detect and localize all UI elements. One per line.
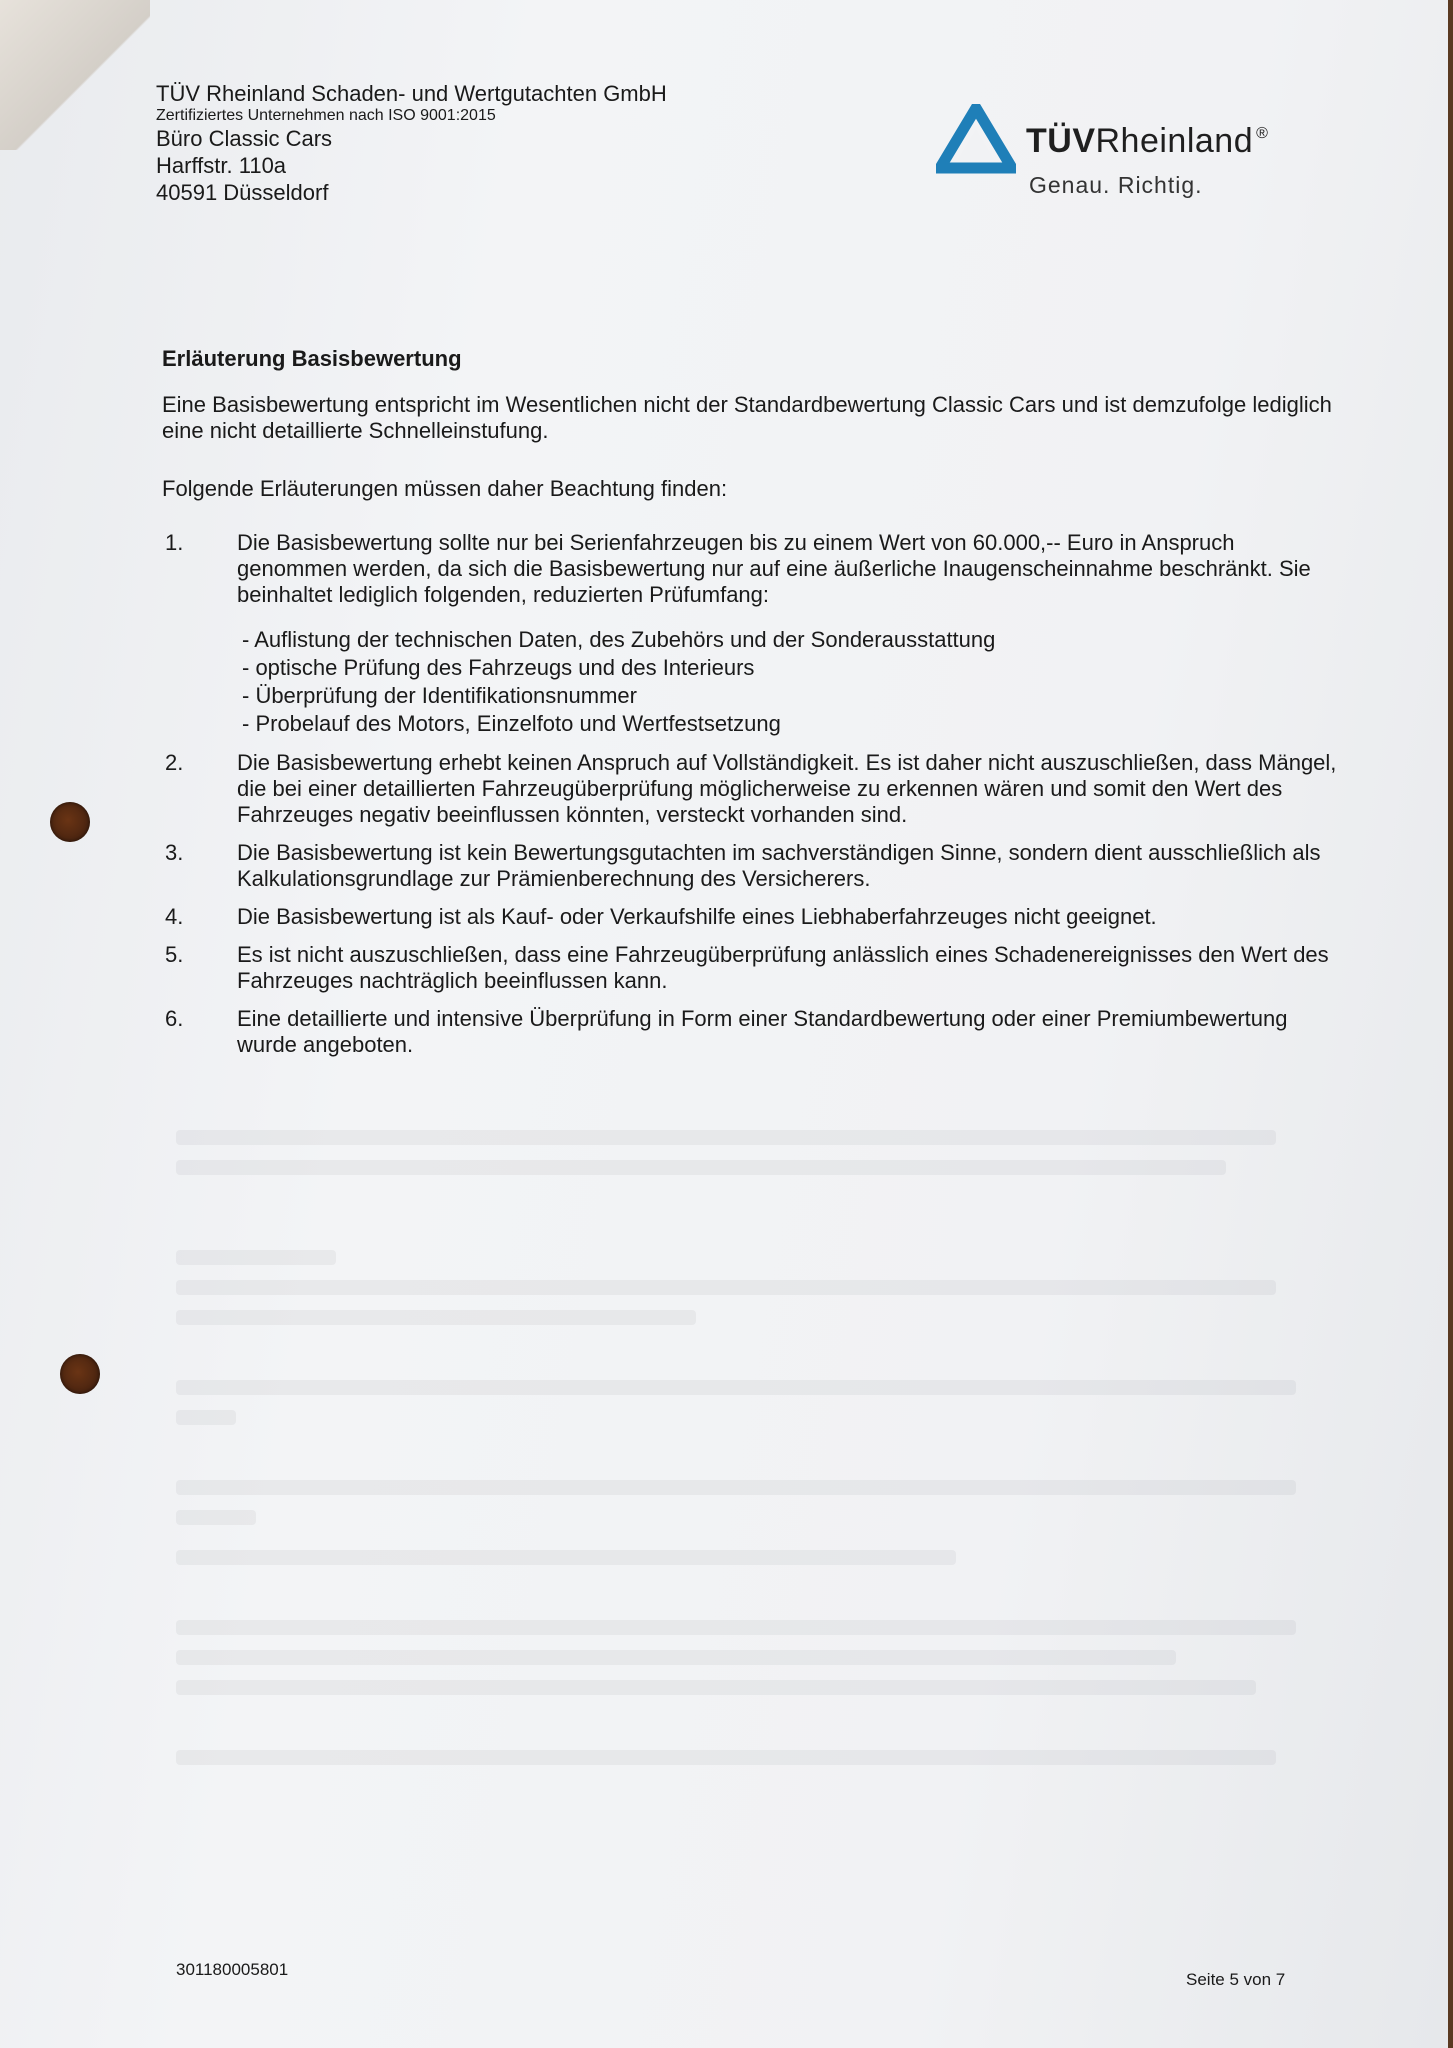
logo-slogan: Genau. Richtig.	[1029, 172, 1203, 198]
sender-street: Harffstr. 110a	[156, 153, 287, 178]
scope-item: - Auflistung der technischen Daten, des Zubehörs und der Sonderausstattung	[242, 627, 996, 652]
list-item	[162, 1006, 1342, 1058]
intro-paragraph: Eine Basisbewertung entspricht im Wesentlichen nicht der Standardbewertung Classic Cars und ist demzufolge lediglich eine nicht detaillierte Schnelleinstufung.	[162, 392, 1332, 443]
scope-item: - Überprüfung der Identifikationsnummer	[242, 683, 637, 708]
sender-office: Büro Classic Cars	[156, 126, 333, 151]
sender-city: 40591 Düsseldorf	[156, 180, 329, 205]
lead-paragraph: Folgende Erläuterungen müssen daher Beachtung finden:	[162, 476, 728, 501]
section-heading: Erläuterung Basisbewertung	[162, 346, 462, 371]
list-text: Die Basisbewertung ist kein Bewertungsgutachten im sachverständigen Sinne, sondern dient ausschließlich als Kalkulationsgrundlage zur Prämienberechnung des Versicherers.	[237, 840, 1321, 891]
explanation-list	[162, 530, 1342, 1058]
list-text: Es ist nicht auszuschließen, dass eine Fahrzeugüberprüfung anlässlich eines Schadenereignisses den Wert des Fahrzeuges nachträglich beeinflussen kann.	[237, 942, 1329, 993]
punch-hole	[60, 1354, 100, 1394]
list-item	[162, 904, 1342, 930]
tuv-triangle-icon	[936, 104, 1016, 174]
list-item	[162, 530, 1342, 738]
logo-brand: TÜVRheinland ®	[1026, 122, 1269, 160]
list-number: 6.	[165, 1006, 184, 1031]
list-number: 3.	[165, 840, 184, 865]
scope-list	[242, 626, 1342, 738]
scope-item: - optische Prüfung des Fahrzeugs und des Interieurs	[242, 655, 755, 680]
list-text: Die Basisbewertung erhebt keinen Anspruch auf Vollständigkeit. Es ist daher nicht auszuschließen, dass Mängel, die bei einer detaillierten Fahrzeugüberprüfung möglicherweise zu erkennen wären und somit den Wert des Fahrzeuges negativ beeinflussen könnten, versteckt vorhanden sind.	[237, 750, 1337, 827]
list-item	[162, 840, 1342, 892]
scope-item: - Probelauf des Motors, Einzelfoto und Wertfestsetzung	[242, 711, 781, 736]
list-item	[162, 750, 1342, 828]
page-number: Seite 5 von 7	[1186, 1970, 1286, 1989]
punch-hole	[50, 802, 90, 842]
list-text: Die Basisbewertung sollte nur bei Serienfahrzeugen bis zu einem Wert von 60.000,-- Euro in Anspruch genommen werden, da sich die Basisbewertung nur auf eine äußerliche Inaugenscheinnahme beschränkt. Sie beinhaltet lediglich folgenden, reduzierten Prüfumfang:	[237, 530, 1311, 607]
list-number: 1.	[165, 530, 184, 555]
list-text: Die Basisbewertung ist als Kauf- oder Verkaufshilfe eines Liebhaberfahrzeuges nicht geeignet.	[237, 904, 1157, 929]
sender-address	[156, 80, 667, 206]
document-number: 301180005801	[176, 1960, 289, 1979]
document-body	[162, 346, 1342, 1070]
list-number: 5.	[165, 942, 184, 967]
show-through-text	[176, 1130, 1326, 1780]
sender-certification: Zertifiziertes Unternehmen nach ISO 9001:2015	[156, 107, 496, 124]
tuv-logo	[936, 104, 1326, 204]
sender-company: TÜV Rheinland Schaden- und Wertgutachten GmbH	[156, 81, 667, 106]
list-text: Eine detaillierte und intensive Überprüfung in Form einer Standardbewertung oder einer Premiumbewertung wurde angeboten.	[237, 1006, 1288, 1057]
list-number: 4.	[165, 904, 184, 929]
folded-corner	[0, 0, 150, 150]
list-item	[162, 942, 1342, 994]
list-number: 2.	[165, 750, 184, 775]
